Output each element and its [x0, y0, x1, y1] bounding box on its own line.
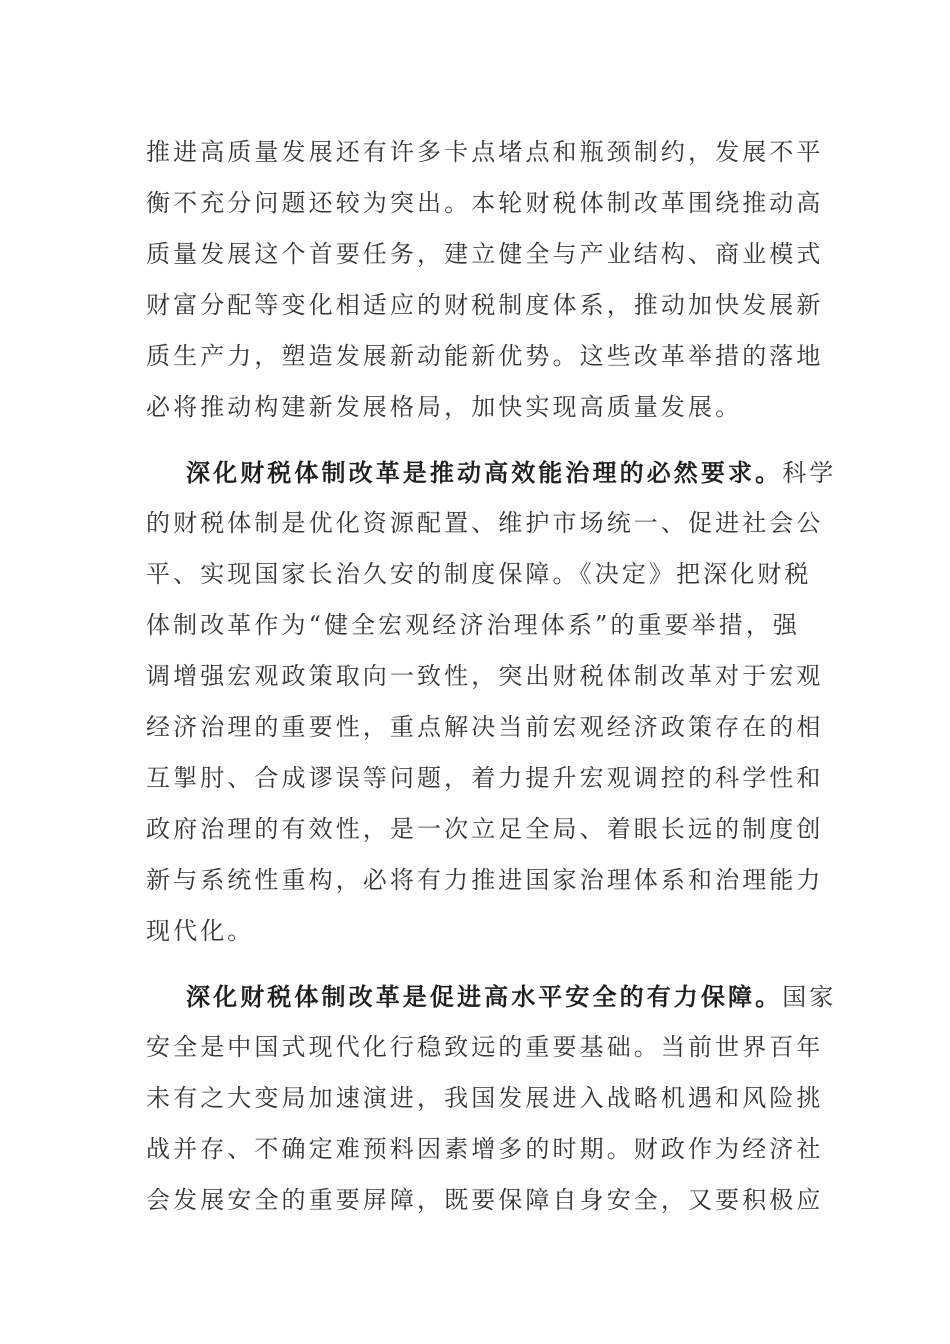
- paragraph-line: 经济治理的重要性，重点解决当前宏观经济政策存在的相: [146, 713, 824, 741]
- paragraph-line: 推进高质量发展还有许多卡点堵点和瓶颈制约，发展不平: [146, 138, 824, 166]
- paragraph-line: 调增强宏观政策取向一致性，突出财税体制改革对于宏观: [146, 662, 824, 690]
- paragraph-lead-sentence: 深化财税体制改革是推动高效能治理的必然要求。: [186, 458, 783, 487]
- paragraph-line: 会发展安全的重要屏障，既要保障自身安全，又要积极应: [146, 1186, 824, 1214]
- paragraph-text: 科学: [782, 459, 837, 487]
- paragraph-line: 政府治理的有效性，是一次立足全局、着眼长远的制度创: [146, 815, 824, 843]
- paragraph-spacer: [146, 957, 806, 971]
- paragraph-line: 现代化。: [146, 917, 255, 945]
- paragraph-line: 安全是中国式现代化行稳致远的重要基础。当前世界百年: [146, 1033, 824, 1061]
- paragraph-1: [146, 127, 824, 433]
- paragraph-line: 必将推动构建新发展格局，加快实现高质量发展。: [146, 393, 743, 421]
- paragraph-2: [146, 447, 837, 957]
- paragraph-spacer: [146, 433, 806, 447]
- paragraph-line: 衡不充分问题还较为突出。本轮财税体制改革围绕推动高: [146, 189, 824, 217]
- paragraph-3: [146, 971, 837, 1226]
- paragraph-line: 体制改革作为“健全宏观经济治理体系”的重要举措，强: [146, 611, 801, 639]
- paragraph-line: 战并存、不确定难预料因素增多的时期。财政作为经济社: [146, 1135, 824, 1163]
- paragraph-line: 新与系统性重构，必将有力推进国家治理体系和治理能力: [146, 866, 824, 894]
- paragraph-lead-sentence: 深化财税体制改革是促进高水平安全的有力保障。: [186, 982, 783, 1011]
- paragraph-line: 财富分配等变化相适应的财税制度体系，推动加快发展新: [146, 291, 824, 319]
- document-body: [146, 127, 837, 1226]
- paragraph-line: 平、实现国家长治久安的制度保障。《决定》把深化财税: [146, 560, 812, 588]
- paragraph-line: 互掣肘、合成谬误等问题，着力提升宏观调控的科学性和: [146, 764, 824, 792]
- paragraph-first-line: [146, 971, 837, 1022]
- paragraph-first-line: [146, 447, 837, 498]
- paragraph-line: 的财税体制是优化资源配置、维护市场统一、促进社会公: [146, 509, 824, 537]
- paragraph-text: 国家: [782, 983, 837, 1011]
- paragraph-line: 未有之大变局加速演进，我国发展进入战略机遇和风险挑: [146, 1084, 824, 1112]
- paragraph-line: 质生产力，塑造发展新动能新优势。这些改革举措的落地: [146, 342, 824, 370]
- paragraph-line: 质量发展这个首要任务，建立健全与产业结构、商业模式: [146, 240, 824, 268]
